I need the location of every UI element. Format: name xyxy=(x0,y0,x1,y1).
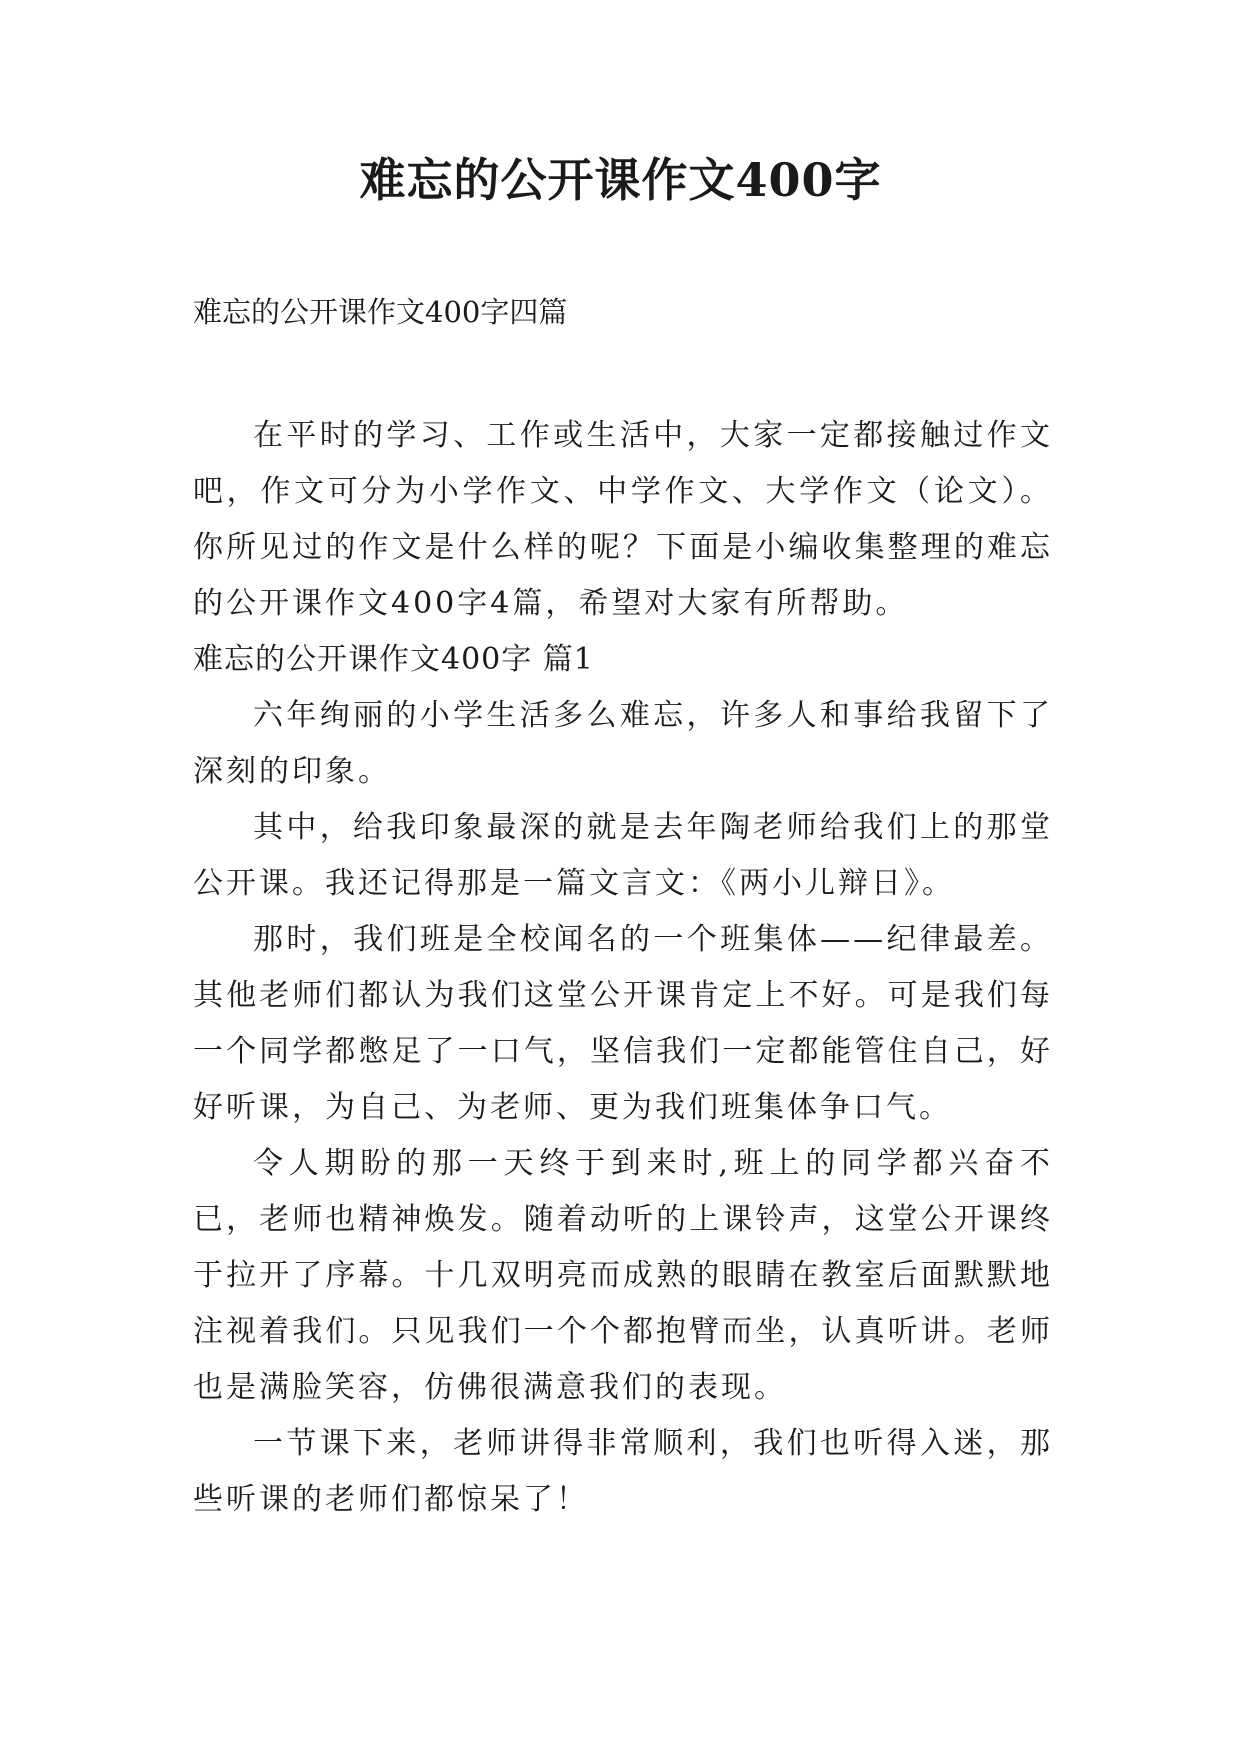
document-subtitle: 难忘的公开课作文400字四篇 xyxy=(193,295,568,329)
body-paragraph: 那时，我们班是全校闻名的一个班集体——纪律最差。其他老师们都认为我们这堂公开课肯定上不好。可是我们每一个同学都憋足了一口气，坚信我们一定都能管住自己，好好听课，为自己、为老师、更为我们班集体争口气。 xyxy=(193,922,1053,1125)
body-paragraph: 一节课下来，老师讲得非常顺利，我们也听得入迷，那些听课的老师们都惊呆了！ xyxy=(193,1426,1053,1517)
document-body xyxy=(193,408,1053,1528)
section-heading: 难忘的公开课作文400字 篇1 xyxy=(193,642,594,677)
intro-paragraph: 在平时的学习、工作或生活中，大家一定都接触过作文吧，作文可分为小学作文、中学作文、大学作文（论文）。你所见过的作文是什么样的呢？下面是小编收集整理的难忘的公开课作文400字4篇，希望对大家有所帮助。 xyxy=(193,418,1053,621)
body-paragraph: 其中，给我印象最深的就是去年陶老师给我们上的那堂公开课。我还记得那是一篇文言文：《两小儿辩日》。 xyxy=(193,810,1053,901)
body-paragraph: 六年绚丽的小学生活多么难忘，许多人和事给我留下了深刻的印象。 xyxy=(193,698,1053,789)
body-paragraph: 令人期盼的那一天终于到来时,班上的同学都兴奋不已，老师也精神焕发。随着动听的上课铃声，这堂公开课终于拉开了序幕。十几双明亮而成熟的眼睛在教室后面默默地注视着我们。只见我们一个个都抱臂而坐，认真听讲。老师也是满脸笑容，仿佛很满意我们的表现。 xyxy=(193,1146,1053,1405)
document-title: 难忘的公开课作文400字 xyxy=(359,153,882,207)
